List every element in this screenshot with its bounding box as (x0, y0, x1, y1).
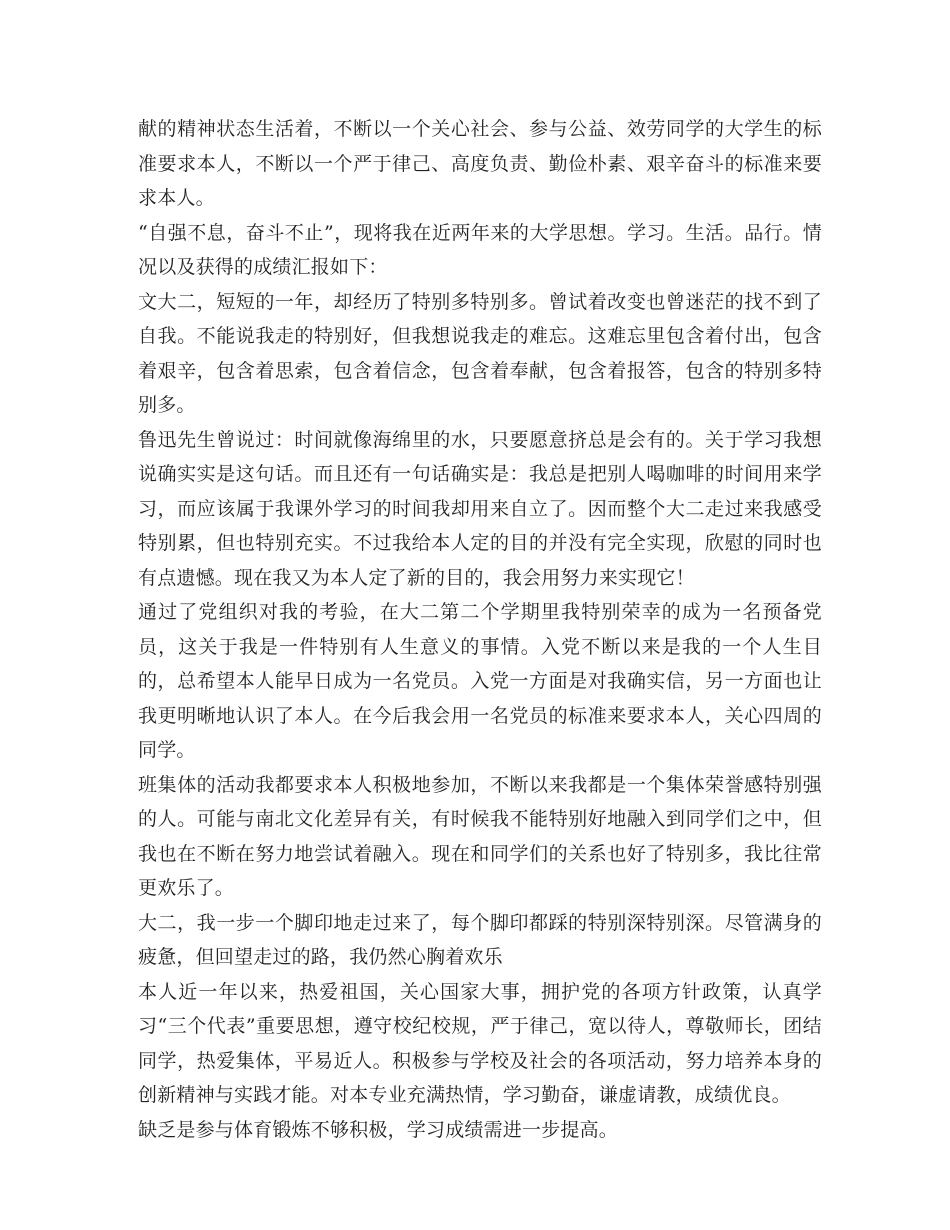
paragraph: 本人近一年以来，热爱祖国，关心国家大事，拥护党的各项方针政策，认真学习“三个代表”重要思想，遵守校纪校规，严于律己，宽以待人，尊敬师长，团结同学，热爱集体，平易近人。积极参与学校及社会的各项活动，努力培养本身的创新精神与实践才能。对本专业充满热情，学习勤奋，谦虚请教，成绩优良。 (138, 980, 822, 1106)
paragraph: 文大二，短短的一年，却经历了特别多特别多。曾试着改变也曾迷茫的找不到了自我。不能说我走的特别好，但我想说我走的难忘。这难忘里包含着付出，包含着艰辛，包含着思索，包含着信念，包含着奉献，包含着报答，包含的特别多特别多。 (138, 290, 822, 416)
document-body (138, 112, 822, 1147)
paragraph: 班集体的活动我都要求本人积极地参加，不断以来我都是一个集体荣誉感特别强的人。可能与南北文化差异有关，有时候我不能特别好地融入到同学们之中，但我也在不断在努力地尝试着融入。现在和同学们的关系也好了特别多，我比往常更欢乐了。 (138, 773, 822, 899)
paragraph: 鲁迅先生曾说过：时间就像海绵里的水，只要愿意挤总是会有的。关于学习我想说确实实是这句话。而且还有一句话确实是：我总是把别人喝咖啡的时间用来学习，而应该属于我课外学习的时间我却用来自立了。因而整个大二走过来我感受特别累，但也特别充实。不过我给本人定的目的并没有完全实现，欣慰的同时也有点遗憾。现在我又为本人定了新的目的，我会用努力来实现它！ (138, 428, 822, 589)
paragraph: 大二，我一步一个脚印地走过来了，每个脚印都踩的特别深特别深。尽管满身的疲惫，但回望走过的路，我仍然心胸着欢乐 (138, 911, 822, 968)
paragraph: 献的精神状态生活着，不断以一个关心社会、参与公益、效劳同学的大学生的标准要求本人，不断以一个严于律己、高度负责、勤俭朴素、艰辛奋斗的标准来要求本人。 (138, 118, 822, 209)
paragraph: 缺乏是参与体育锻炼不够积极，学习成绩需进一步提高。 (138, 1118, 619, 1141)
paragraph: “自强不息，奋斗不止”，现将我在近两年来的大学思想。学习。生活。品行。情况以及获得的成绩汇报如下： (138, 221, 822, 278)
paragraph: 通过了党组织对我的考验，在大二第二个学期里我特别荣幸的成为一名预备党员，这关于我是一件特别有人生意义的事情。入党不断以来是我的一个人生目的，总希望本人能早日成为一名党员。入党一方面是对我确实信，另一方面也让我更明晰地认识了本人。在今后我会用一名党员的标准来要求本人，关心四周的同学。 (138, 601, 822, 761)
